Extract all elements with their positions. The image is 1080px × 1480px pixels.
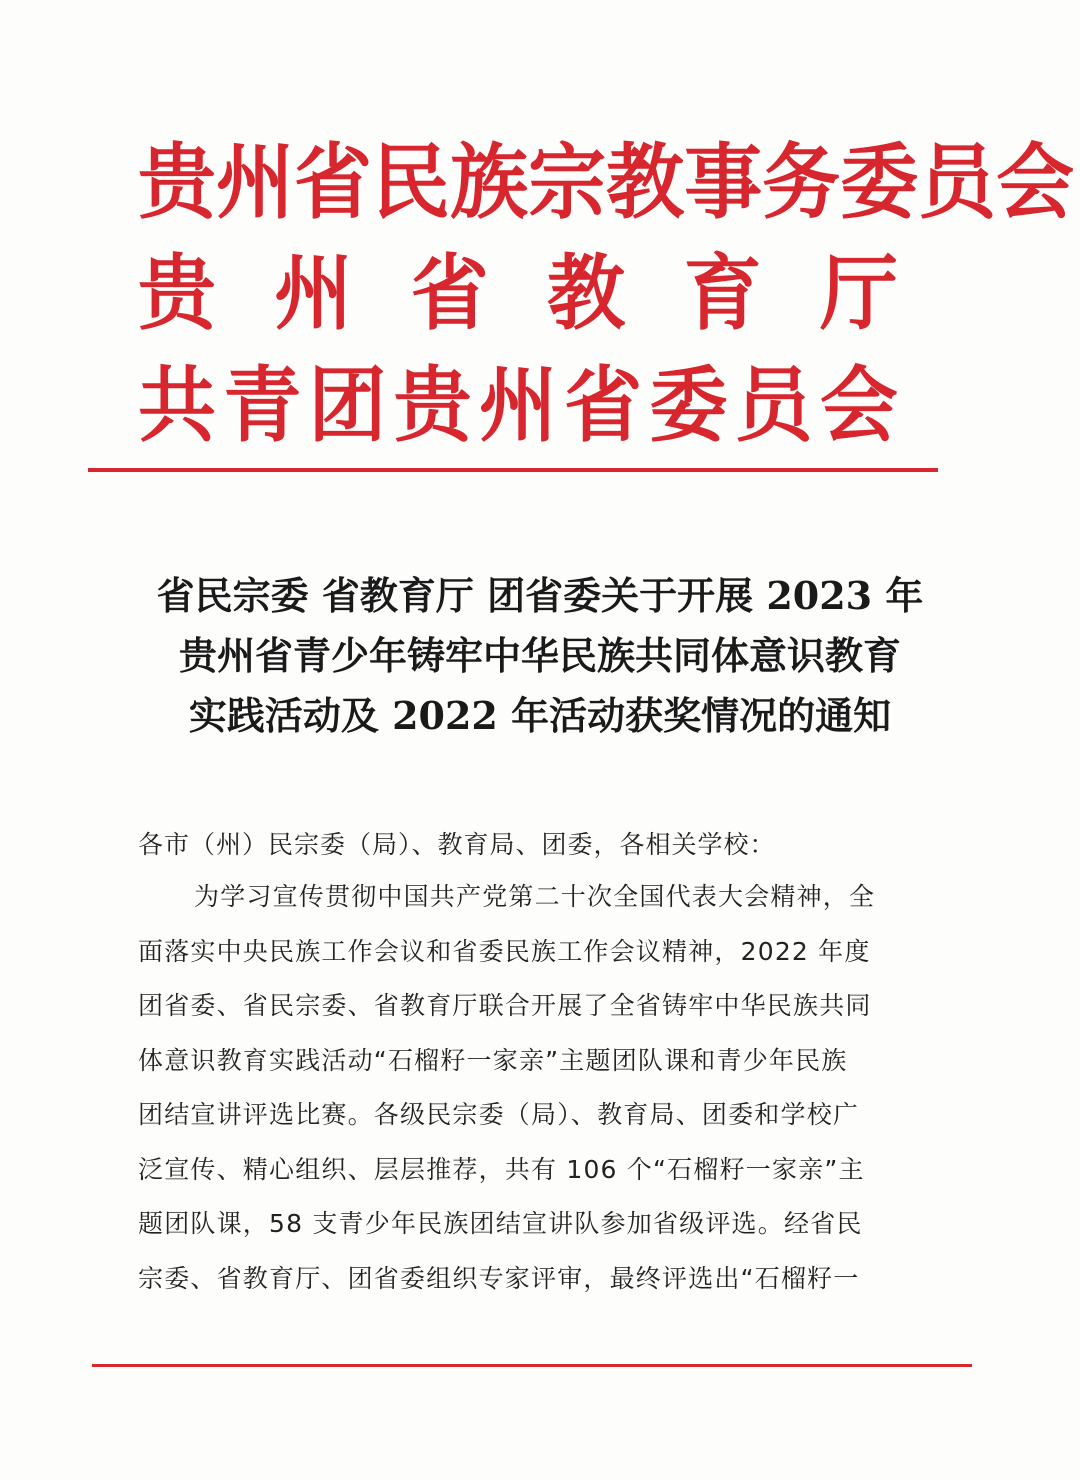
- paragraph-line: 团结宣讲评选比赛。各级民宗委（局）、教育局、团委和学校广: [138, 1100, 860, 1129]
- header-agency-ethnic-religious-affairs: 贵 州 省 民 族 宗 教 事 务 委 员 会: [138, 135, 1075, 231]
- paragraph-line: 题团队课，58 支青少年民族团结宣讲队参加省级评选。经省民: [138, 1209, 863, 1238]
- notice-title-line: 省民宗委 省教育厅 团省委关于开展 2023 年: [156, 573, 924, 618]
- paragraph-line: 泛宣传、精心组织、层层推荐，共有 106 个“石榴籽一家亲”主: [138, 1154, 865, 1184]
- paragraph-line: 体意识教育实践活动“石榴籽一家亲”主题团队课和青少年民族: [138, 1045, 848, 1075]
- paragraph-line: 为学习宣传贯彻中国共产党第二十次全国代表大会精神，全: [194, 882, 876, 911]
- header-agency-youth-league: 共 青 团 贵 州 省 委 员 会: [138, 358, 898, 454]
- header-agency-education-department: 贵 州 省 教 育 厅: [138, 246, 898, 342]
- footer-red-divider: [92, 1364, 972, 1367]
- notice-title-line: 实践活动及 2022 年活动获奖情况的通知: [188, 693, 892, 738]
- paragraph-line: 面落实中央民族工作会议和省委民族工作会议精神，2022 年度: [138, 936, 871, 966]
- paragraph-line: 宗委、省教育厅、团省委组织专家评审，最终评选出“石榴籽一: [138, 1263, 860, 1293]
- paragraph-line: 团省委、省民宗委、省教育厅联合开展了全省铸牢中华民族共同: [138, 991, 872, 1020]
- header-red-divider: [88, 468, 938, 472]
- salutation: 各市（州）民宗委（局）、教育局、团委，各相关学校：: [138, 830, 776, 859]
- issuing-agencies-header: [138, 128, 1075, 462]
- notice-title-line: 贵州省青少年铸牢中华民族共同体意识教育: [178, 633, 901, 678]
- notice-body: [138, 820, 943, 1306]
- notice-title: [120, 566, 960, 746]
